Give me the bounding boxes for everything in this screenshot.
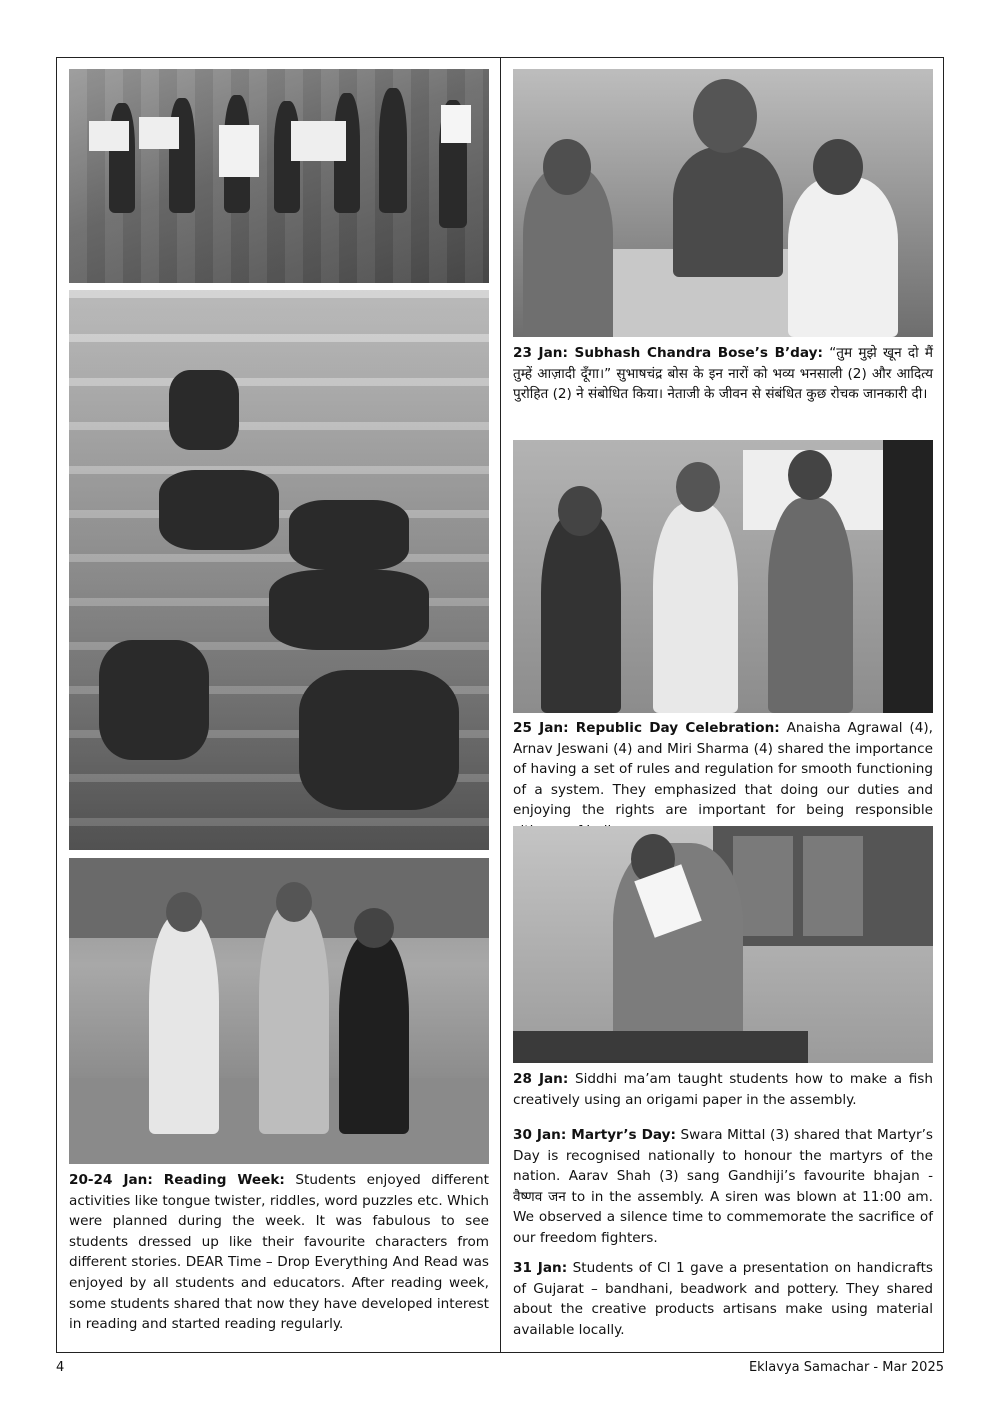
page-number: 4: [56, 1360, 65, 1375]
photo-students-holding-posters: [69, 69, 489, 283]
photo-students-in-costumes: [69, 858, 489, 1164]
caption-body: Anaisha Agrawal (4), Arnav Jeswani (4) and Miri Sharma (4) shared the importance of having a set of rules and regulation for smooth functioning of a system. They emphasized that doing our duties and enjoying the rights are important for being responsible: [513, 720, 934, 819]
caption-martyrs-day: [513, 1125, 933, 1249]
photo-subhash-chandra-bose-bust: [513, 69, 933, 337]
caption-republic-day: [513, 718, 933, 842]
photo-origami-demonstration: [513, 826, 933, 1063]
caption-bose-bday: [513, 343, 933, 405]
caption-body: Swara Mittal (3) shared that Martyr’s Day is recognised nationally to honour the martyrs of the nation. Aarav Shah (3) sang Gandhiji’s favourite bhajan - वैष्णव जन to in the assembly. A siren was blown at 11:00 am. We observed a silence time to commemorate the sacrifice of our freedom fighters.: [513, 1127, 934, 1246]
caption-body: Siddhi ma’am taught students how to make a fish creatively using an origami paper in the assembly.: [513, 1071, 934, 1108]
caption-body: “तुम मुझे खून दो मैं तुम्हें आज़ादी दूँगा।” सुभाषचंद्र बोस के इन नारों को भव्य भनसाली (2) और आदित्य पुरोहित (2) ने संबोधित किया। नेताजी के जीवन से संबंधित कुछ रोचक जानकारी दी।: [513, 345, 933, 403]
caption-heading: 25 Jan: Republic Day Celebration:: [513, 720, 780, 736]
caption-heading: 30 Jan: Martyr’s Day:: [513, 1127, 676, 1143]
photo-republic-day-speakers: [513, 440, 933, 713]
caption-body: Students of Cl 1 gave a presentation on handicrafts of Gujarat – bandhani, beadwork and pottery. They shared about the creative products artisans make using material available locally.: [513, 1260, 934, 1338]
caption-heading: 28 Jan:: [513, 1071, 569, 1087]
caption-reading-week: [69, 1170, 489, 1335]
caption-body: Students enjoyed different activities like tongue twister, riddles, word puzzles etc. Which were planned during the week. It was fabulous to see students dressed up like their favourite characters from different stories. DEAR Time – Drop Everything And Read was enjoyed by all students and educators. After reading week, some students shared that now they have developed interest in reading and started reading regularly.: [69, 1172, 489, 1333]
caption-heading: 31 Jan:: [513, 1260, 568, 1276]
caption-handicrafts: [513, 1258, 933, 1340]
column-divider: [500, 57, 501, 1353]
photo-students-reading-on-stairs: [69, 290, 489, 850]
caption-heading: 20-24 Jan: Reading Week:: [69, 1172, 285, 1188]
caption-heading: 23 Jan: Subhash Chandra Bose’s B’day:: [513, 345, 823, 361]
publication-name: Eklavya Samachar - Mar 2025: [748, 1360, 944, 1375]
caption-origami: [513, 1069, 933, 1110]
